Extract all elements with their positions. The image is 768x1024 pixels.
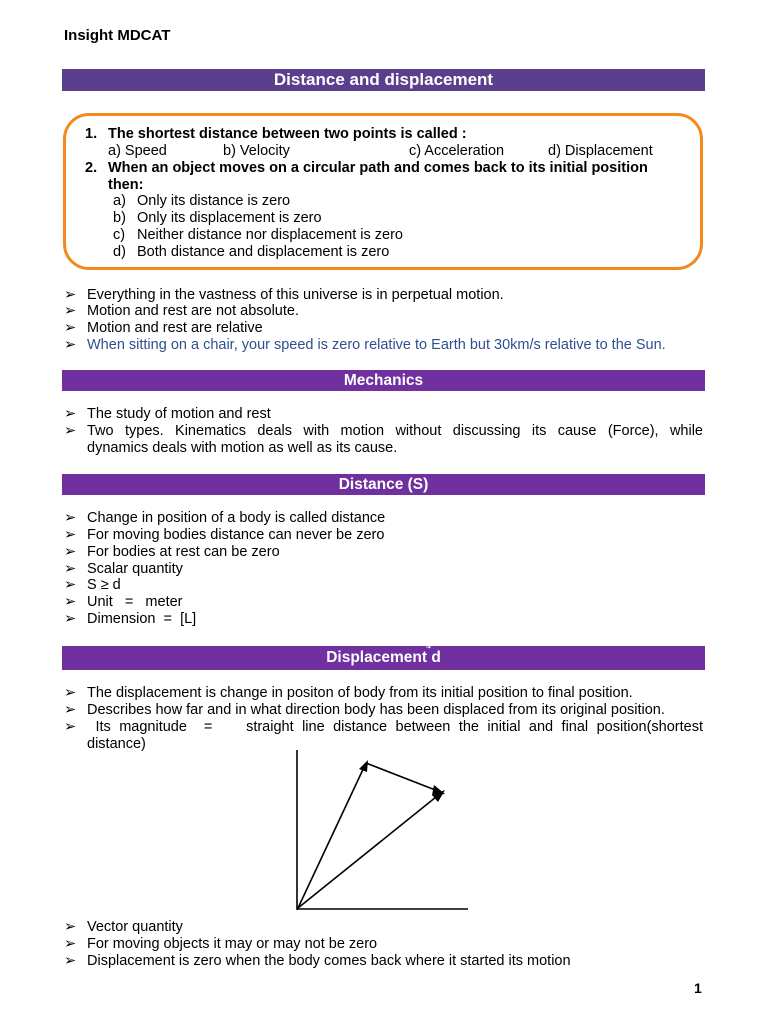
page-number: 1 bbox=[694, 980, 702, 996]
q1-option-c: c) Acceleration bbox=[409, 143, 505, 159]
bullet-marker: ➢ bbox=[64, 611, 77, 627]
page-title: Distance and displacement bbox=[62, 69, 705, 91]
section-header-distance: Distance (S) bbox=[62, 474, 705, 495]
distance-bullet-2: For moving bodies distance can never be zero bbox=[87, 527, 385, 543]
section-header-mechanics: Mechanics bbox=[62, 370, 705, 391]
displacement-after-2: For moving objects it may or may not be zero bbox=[87, 936, 378, 952]
intro-bullet-2: Motion and rest are not absolute. bbox=[87, 303, 299, 319]
displacement-bullet-2: Describes how far and in what direction body has been displaced from its original position. bbox=[87, 702, 665, 718]
displacement-bullet-3-line2: distance) bbox=[87, 736, 146, 752]
q2-option-b-text: Only its displacement is zero bbox=[137, 210, 322, 226]
q2-option-d-letter: d) bbox=[113, 244, 126, 260]
distance-bullet-4: Scalar quantity bbox=[87, 561, 183, 577]
q2-text-line1: When an object moves on a circular path and comes back to its initial position bbox=[108, 160, 648, 176]
intro-bullet-4: When sitting on a chair, your speed is zero relative to Earth but 30km/s relative to the Sun. bbox=[87, 337, 666, 353]
q1-option-d: d) Displacement bbox=[548, 143, 653, 159]
q2-number: 2. bbox=[85, 160, 98, 176]
bullet-marker: ➢ bbox=[64, 287, 77, 303]
bullet-marker: ➢ bbox=[64, 702, 77, 718]
q2-text-line2: then: bbox=[108, 177, 144, 193]
q2-option-b-letter: b) bbox=[113, 210, 126, 226]
path-vector-1 bbox=[298, 763, 366, 908]
arrowhead-1-icon bbox=[359, 760, 368, 772]
path-vector-2 bbox=[366, 763, 443, 793]
distance-bullet-6: Unit = meter bbox=[87, 594, 183, 610]
brand-header: Insight MDCAT bbox=[64, 27, 171, 44]
bullet-marker: ➢ bbox=[64, 303, 77, 319]
bullet-marker: ➢ bbox=[64, 719, 77, 735]
distance-bullet-7: Dimension = [L] bbox=[87, 611, 197, 627]
displacement-vector bbox=[298, 793, 441, 908]
bullet-marker: ➢ bbox=[64, 510, 77, 526]
bullet-marker: ➢ bbox=[64, 577, 77, 593]
q2-option-d-text: Both distance and displacement is zero bbox=[137, 244, 390, 260]
q1-number: 1. bbox=[85, 126, 98, 142]
mechanics-bullet-2-line2: dynamics deals with motion as well as its cause. bbox=[87, 440, 398, 456]
displacement-after-3: Displacement is zero when the body comes back where it started its motion bbox=[87, 953, 571, 969]
section-header-displacement bbox=[62, 646, 705, 670]
bullet-marker: ➢ bbox=[64, 320, 77, 336]
bullet-marker: ➢ bbox=[64, 544, 77, 560]
bullet-marker: ➢ bbox=[64, 406, 77, 422]
bullet-marker: ➢ bbox=[64, 561, 77, 577]
bullet-marker: ➢ bbox=[64, 919, 77, 935]
bullet-marker: ➢ bbox=[64, 594, 77, 610]
distance-bullet-5: S ≥ d bbox=[87, 577, 121, 593]
displacement-bullet-3-line1: Its magnitude = straight line distance between the initial and final position(shortest bbox=[87, 719, 703, 735]
displacement-diagram bbox=[280, 745, 480, 920]
distance-bullet-1: Change in position of a body is called distance bbox=[87, 510, 386, 526]
q2-option-c-letter: c) bbox=[113, 227, 126, 243]
bullet-marker: ➢ bbox=[64, 936, 77, 952]
bullet-marker: ➢ bbox=[64, 527, 77, 543]
q2-option-a-letter: a) bbox=[113, 193, 126, 209]
q1-option-b: b) Velocity bbox=[223, 143, 290, 159]
displacement-title: Displacement d bbox=[326, 649, 441, 666]
displacement-bullet-1: The displacement is change in positon of body from its initial position to final position. bbox=[87, 685, 633, 701]
bullet-marker: ➢ bbox=[64, 337, 77, 353]
q2-option-c-text: Neither distance nor displacement is zero bbox=[137, 227, 403, 243]
mechanics-bullet-2-line1: Two types. Kinematics deals with motion without discussing its cause (Force), while bbox=[87, 423, 703, 439]
distance-bullet-3: For bodies at rest can be zero bbox=[87, 544, 280, 560]
q1-option-a: a) Speed bbox=[108, 143, 167, 159]
bullet-marker: ➢ bbox=[64, 685, 77, 701]
intro-bullet-3: Motion and rest are relative bbox=[87, 320, 263, 336]
bullet-marker: ➢ bbox=[64, 953, 77, 969]
displacement-after-1: Vector quantity bbox=[87, 919, 183, 935]
q1-text: The shortest distance between two points is called : bbox=[108, 126, 467, 142]
bullet-marker: ➢ bbox=[64, 423, 77, 439]
mechanics-bullet-1: The study of motion and rest bbox=[87, 406, 271, 422]
q2-option-a-text: Only its distance is zero bbox=[137, 193, 291, 209]
intro-bullet-1: Everything in the vastness of this universe is in perpetual motion. bbox=[87, 287, 504, 303]
